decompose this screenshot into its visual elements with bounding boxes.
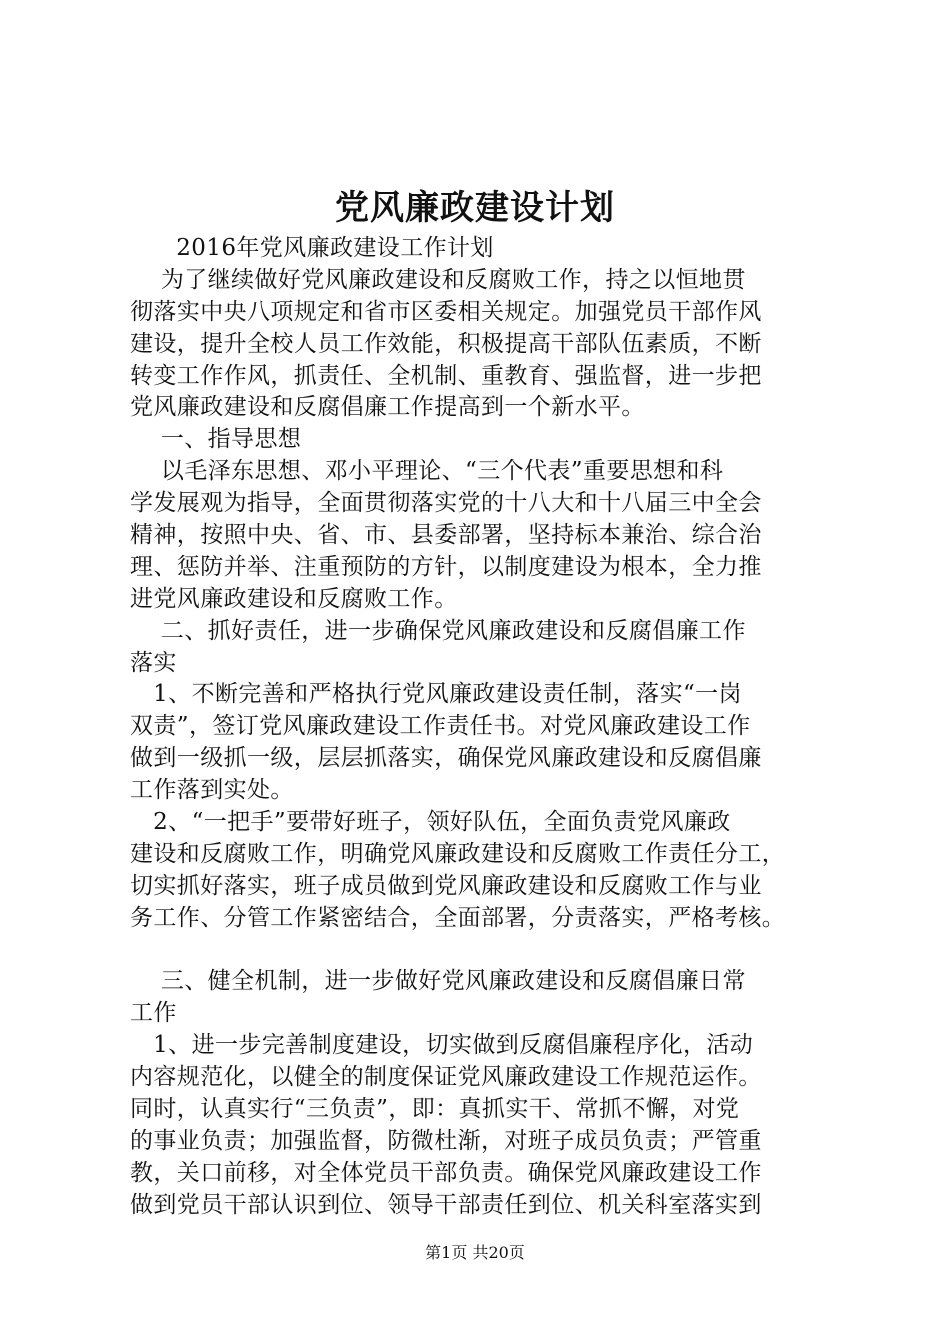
text-line: 建设，提升全校人员工作效能，积极提高干部队伍素质，不断 xyxy=(130,330,762,357)
text-line: 做到一级抓一级，层层抓落实，确保党风廉政建设和反腐倡廉 xyxy=(130,745,762,772)
text-line: 教，关口前移，对全体党员干部负责。确保党风廉政建设工作 xyxy=(130,1159,762,1186)
text-line: 进党风廉政建设和反腐败工作。 xyxy=(130,585,458,612)
blank-line xyxy=(130,935,835,967)
document-title: 党风廉政建设计划 xyxy=(335,188,615,228)
text-line: 二、抓好责任，进一步确保党风廉政建设和反腐倡廉工作 xyxy=(130,617,746,644)
text-line: 内容规范化，以健全的制度保证党风廉政建设工作规范运作。 xyxy=(130,1064,762,1091)
text-line: 以毛泽东思想、邓小平理论、“三个代表”重要思想和科 xyxy=(130,458,724,485)
text-line: 精神，按照中央、省、市、县委部署，坚持标本兼治、综合治 xyxy=(130,522,762,549)
text-line: 一、指导思想 xyxy=(130,426,302,453)
text-line: 2、“一把手”要带好班子，领好队伍，全面负责党风廉政 xyxy=(130,809,731,836)
text-line: 切实抓好落实，班子成员做到党风廉政建设和反腐败工作与业 xyxy=(130,872,762,899)
text-line: 学发展观为指导，全面贯彻落实党的十八大和十八届三中全会 xyxy=(130,490,762,517)
text-line: 2016年党风廉政建设工作计划 xyxy=(130,235,494,261)
text-line: 1、不断完善和严格执行党风廉政建设责任制，落实“一岗 xyxy=(130,681,742,708)
text-line: 做到党员干部认识到位、领导干部责任到位、机关科室落实到 xyxy=(130,1191,762,1218)
text-line: 1、进一步完善制度建设，切实做到反腐倡廉程序化，活动 xyxy=(130,1032,754,1059)
text-line: 工作 xyxy=(130,1000,177,1027)
text-line: 彻落实中央八项规定和省市区委相关规定。加强党员干部作风 xyxy=(130,298,762,325)
text-line: 建设和反腐败工作，明确党风廉政建设和反腐败工作责任分工， xyxy=(130,840,786,867)
text-line: 的事业负责；加强监督，防微杜渐，对班子成员负责；严管重 xyxy=(130,1127,762,1154)
text-line: 理、惩防并举、注重预防的方针，以制度建设为根本，全力推 xyxy=(130,553,762,580)
text-line: 党风廉政建设和反腐倡廉工作提高到一个新水平。 xyxy=(130,394,645,421)
text-line: 落实 xyxy=(130,649,177,676)
page-footer: 第1页 共20页 xyxy=(425,1243,525,1262)
text-line: 为了继续做好党风廉政建设和反腐败工作，持之以恒地贯 xyxy=(130,266,746,293)
text-line: 工作落到实处。 xyxy=(130,777,294,804)
text-line: 双责”，签订党风廉政建设工作责任书。对党风廉政建设工作 xyxy=(130,713,751,740)
document-body xyxy=(130,233,835,1222)
text-line: 三、健全机制，进一步做好党风廉政建设和反腐倡廉日常 xyxy=(130,968,746,995)
text-line: 务工作、分管工作紧密结合，全面部署，分责落实，严格考核。 xyxy=(130,904,786,931)
text-line: 转变工作作风，抓责任、全机制、重教育、强监督，进一步把 xyxy=(130,362,762,389)
text-line: 同时，认真实行“三负责”，即：真抓实干、常抓不懈，对党 xyxy=(130,1096,740,1123)
